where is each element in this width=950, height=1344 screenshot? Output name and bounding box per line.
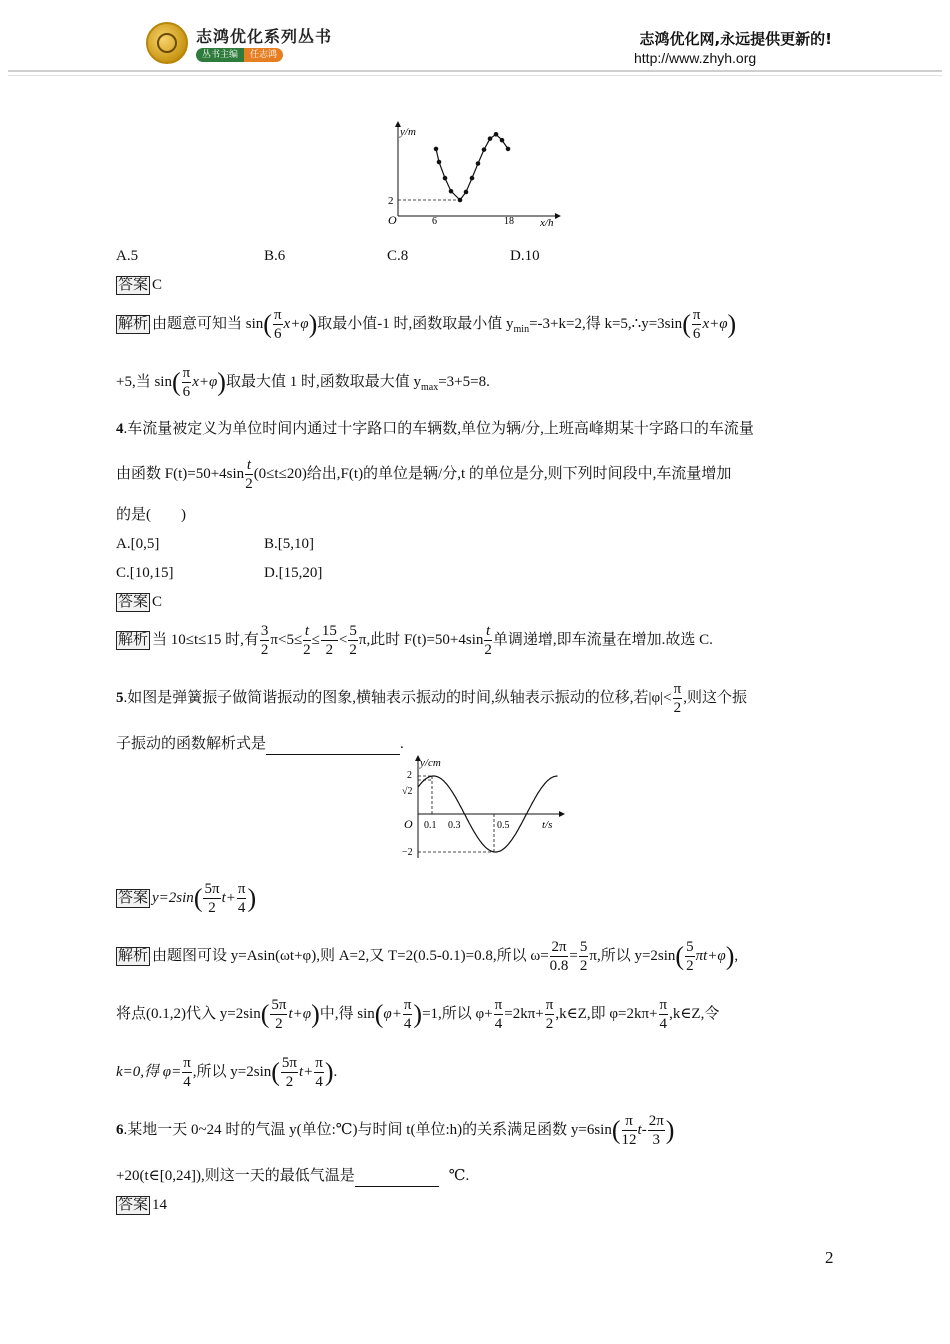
origin-label: O <box>404 817 413 831</box>
analysis-tag: 解析 <box>118 315 149 332</box>
text: t+ <box>221 889 236 906</box>
question-5-line-2 <box>116 734 404 755</box>
text: . <box>400 736 404 752</box>
analysis-line: 解析 由题意可知当 sin( $\frac{\pi}{6}$ x+φ)取最小值-1 时,函数取最小值 $y_{min}=-3+k=2$,得 k=5,∴y=3sin( $\frac{\pi}{6}$ x+φ) <box>118 307 737 342</box>
analysis-line: 解析 由题图可设 y=Asin(ωt+φ),则 A=2,又 T=2(0.5-0.1)=0.8,所以 ω= $\frac{2\pi}{0.8}$ = $\frac{5}{2}$ π,所以 y=2sin( $\frac{5}{2}$ πt+φ), <box>118 939 739 974</box>
text: 子振动的函数解析式是 <box>116 736 267 752</box>
site-url[interactable]: http://www.zhyh.org <box>634 50 757 66</box>
page-number: 2 <box>825 1248 834 1267</box>
analysis-line: 将点(0.1,2)代入 y=2sin( $\frac{5\pi}{2}$ t+φ)中,得 sin(φ+ $\frac{\pi}{4}$ )=1,所以 φ+ $\frac{\pi}{4}$ =2kπ+ $\frac{\pi}{2}$ ,k∈Z,即 φ=2kπ+ $\frac{\pi}{4}$ ,k∈Z,令 <box>116 997 720 1032</box>
question-4-line-1 <box>116 419 754 439</box>
series-title: 志鸿优化系列丛书 <box>196 27 333 46</box>
text: ,k∈Z,令 <box>669 1005 720 1022</box>
text: x+φ <box>283 315 309 332</box>
text: +5,当 sin <box>116 373 172 390</box>
answer-value: 14 <box>152 1197 168 1213</box>
data-point <box>500 138 505 143</box>
fraction: $\frac{15}{2}$ <box>321 623 337 658</box>
question-4-line-3: 的是( ) <box>116 507 186 523</box>
fraction: $\frac{2\pi}{3}$ <box>648 1113 664 1148</box>
y-axis-label: y/m <box>400 126 416 138</box>
data-point <box>437 160 442 165</box>
fraction: $\frac{\pi}{12}$ <box>621 1113 637 1148</box>
text: = <box>569 947 578 964</box>
answer-blank[interactable] <box>266 734 400 755</box>
option-c: C.[10,15] <box>116 565 174 581</box>
text: =-3+k=2,得 k=5,∴y=3sin <box>529 315 683 332</box>
text: y=2sin <box>152 889 194 906</box>
data-point <box>434 147 439 152</box>
question-number: 6 <box>116 1121 124 1138</box>
answer-tag: 答案 <box>118 1197 149 1213</box>
answer-value: C <box>152 594 163 610</box>
analysis-tag: 解析 <box>118 631 149 648</box>
fraction: $\frac{t}{2}$ <box>484 623 492 658</box>
answer-tag: 答案 <box>118 594 149 610</box>
text: 将点(0.1,2)代入 y=2sin <box>116 1005 261 1022</box>
fraction: $\frac{2\pi}{0.8}$ <box>549 939 569 974</box>
text: x+φ <box>192 373 218 390</box>
question-5-line-1 <box>116 680 747 717</box>
data-point <box>494 132 499 137</box>
data-point <box>458 198 463 203</box>
editor-tag <box>196 48 283 62</box>
option-b: B.6 <box>264 248 286 264</box>
answer-blank[interactable] <box>355 1166 439 1187</box>
text: 中,得 sin <box>319 1005 375 1022</box>
y-tick-label: 2 <box>388 195 394 207</box>
x-tick-label: 0.5 <box>497 820 510 831</box>
curve <box>436 134 508 200</box>
text: 单调递增,即车流量在增加.故选 C. <box>492 631 713 648</box>
text: t+ <box>299 1063 314 1080</box>
subscript: max <box>420 381 439 393</box>
subscript: min <box>513 323 530 335</box>
figure-1-plot <box>380 118 570 233</box>
text: ,所以 y=2sin <box>192 1063 272 1080</box>
fraction: $\frac{\pi}{4}$ <box>403 997 412 1032</box>
data-points <box>434 132 511 202</box>
answer-value: C <box>152 277 163 293</box>
text: .如图是弹簧振子做简谐振动的图象,横轴表示振动的时间,纵轴表示振动的位移,若|φ|< <box>123 689 672 706</box>
text: .车流量被定义为单位时间内通过十字路口的车辆数,单位为辆/分,上班高峰期某十字路口的车流量 <box>123 421 754 437</box>
answer-line <box>116 1195 167 1215</box>
text: t- <box>637 1121 647 1138</box>
text: π,所以 y=2sin <box>589 947 676 964</box>
text: ,k∈Z,即 φ=2kπ+ <box>555 1005 658 1022</box>
data-point <box>476 161 481 166</box>
fraction: $\frac{\pi}{4}$ <box>183 1055 191 1090</box>
text: , <box>734 947 739 964</box>
x-axis-label: x/h <box>540 217 554 229</box>
text: < <box>338 631 348 648</box>
text: φ+ <box>383 1005 402 1022</box>
fraction: $\frac{5}{2}$ <box>349 623 357 658</box>
fraction: $\frac{5\pi}{2}$ <box>281 1055 297 1090</box>
fraction: $\frac{\pi}{6}$ <box>182 365 191 400</box>
text: ≤ <box>311 631 320 648</box>
text: .某地一天 0~24 时的气温 y(单位:℃)与时间 t(单位:h)的关系满足函数 y=6sin <box>123 1121 612 1138</box>
question-number: 4 <box>116 421 124 437</box>
origin-label: O <box>388 213 397 227</box>
text: t+φ <box>288 1005 312 1022</box>
text: π,此时 F(t)=50+4sin <box>358 631 484 648</box>
fraction: $\frac{\pi}{6}$ <box>273 307 282 342</box>
editor-name: 任志鸿 <box>244 48 283 62</box>
text: =1,所以 φ+ <box>422 1005 493 1022</box>
text: =2kπ+ <box>504 1005 544 1022</box>
data-point <box>470 176 475 181</box>
question-6-line-2 <box>116 1166 469 1187</box>
x-axis-label: t/s <box>542 819 553 831</box>
fraction: $\frac{5}{2}$ <box>579 939 588 974</box>
analysis-line: k=0,得 φ= $\frac{\pi}{4}$ ,所以 y=2sin( $\frac{5\pi}{2}$ t+ $\frac{\pi}{4}$ ). <box>116 1055 338 1090</box>
answer-tag: 答案 <box>118 889 149 906</box>
fraction: $\frac{\pi}{2}$ <box>673 681 682 716</box>
data-point <box>506 147 511 152</box>
fraction: $\frac{3}{2}$ <box>260 623 269 658</box>
fraction: $\frac{\pi}{4}$ <box>659 997 668 1032</box>
text: +20(t∈[0,24]),则这一天的最低气温是 <box>116 1168 355 1184</box>
analysis-tag: 解析 <box>118 947 149 964</box>
x-tick-label: 6 <box>432 216 437 227</box>
analysis-line: +5,当 sin( $\frac{\pi}{6}$ x+φ)取最大值 1 时,函数取最大值 $y_{max}=3+5=8$. <box>116 365 490 400</box>
header-divider <box>8 70 942 72</box>
fraction: $\frac{\pi}{4}$ <box>237 881 246 916</box>
option-a: A.5 <box>116 248 139 264</box>
text: 当 10≤t≤15 时,有 <box>152 631 259 648</box>
answer-line: 答案 y=2sin( $\frac{5\pi}{2}$ t+ $\frac{\pi}{4}$ ) <box>118 881 257 916</box>
x-tick-label: 18 <box>504 216 514 227</box>
text: x+φ <box>702 315 728 332</box>
option-c: C.8 <box>387 248 409 264</box>
data-point <box>443 176 448 181</box>
text: 由题图可设 y=Asin(ωt+φ),则 A=2,又 T=2(0.5-0.1)=0.8,所以 ω= <box>152 947 549 964</box>
text: πt+φ <box>695 947 726 964</box>
site-slogan: 志鸿优化网,永远提供更新的! <box>639 30 832 48</box>
question-6-line-1: 6.某地一天 0~24 时的气温 y(单位:℃)与时间 t(单位:h)的关系满足函数 y=6sin( $\frac{\pi}{12}$ t- $\frac{2\pi}{3}$ ) <box>116 1113 675 1148</box>
option-b: B.[5,10] <box>264 536 314 552</box>
option-d: D.[15,20] <box>264 565 323 581</box>
fraction: $\frac{5}{2}$ <box>686 939 694 974</box>
text: 取最大值 1 时,函数取最大值 y <box>225 373 421 390</box>
text: 取最小值-1 时,函数取最小值 y <box>317 315 514 332</box>
text: =3+5=8. <box>438 373 490 390</box>
fraction: $\frac{\pi}{6}$ <box>692 307 701 342</box>
data-point <box>488 136 493 141</box>
text: . <box>333 1063 338 1080</box>
answer-line <box>116 275 162 295</box>
fraction: $\frac{\pi}{4}$ <box>494 997 503 1032</box>
answer-line <box>116 592 162 612</box>
data-point <box>449 189 454 194</box>
option-a: A.[0,5] <box>116 536 160 552</box>
answer-tag: 答案 <box>118 277 149 293</box>
question-number: 5 <box>116 689 124 706</box>
text: ,则这个振 <box>683 689 747 706</box>
text: 由题意可知当 sin <box>152 315 264 332</box>
text: (0≤t≤20)给出,F(t)的单位是辆/分,t 的单位是分,则下列时间段中,车流量增加 <box>253 465 732 482</box>
text: k=0,得 φ= <box>116 1063 182 1080</box>
fraction: $\frac{5\pi}{2}$ <box>271 997 287 1032</box>
data-point <box>482 147 487 152</box>
x-tick-label: 0.3 <box>448 820 461 831</box>
x-tick-label: 0.1 <box>424 820 437 831</box>
text: 由函数 F(t)=50+4sin <box>116 465 245 482</box>
fraction: $\frac{5\pi}{2}$ <box>204 881 220 916</box>
data-point <box>464 190 469 195</box>
fraction: $\frac{t}{2}$ <box>245 457 253 492</box>
figure-2-plot <box>390 754 570 862</box>
fraction: $\frac{\pi}{4}$ <box>315 1055 323 1090</box>
option-d: D.10 <box>510 248 540 264</box>
question-4-line-2 <box>116 456 731 493</box>
analysis-line <box>116 622 713 659</box>
header-divider-thin <box>8 75 942 76</box>
y-tick-label: √2 <box>402 786 413 797</box>
y-axis-label: y/cm <box>420 757 441 769</box>
y-tick-label: −2 <box>402 847 413 858</box>
fraction: $\frac{t}{2}$ <box>303 623 311 658</box>
y-tick-label: 2 <box>407 770 412 781</box>
editor-label: 丛书主编 <box>196 48 244 62</box>
text: ℃. <box>448 1168 470 1184</box>
text: π<5≤ <box>270 631 303 648</box>
fraction: $\frac{\pi}{2}$ <box>545 997 554 1032</box>
series-logo <box>146 22 188 64</box>
